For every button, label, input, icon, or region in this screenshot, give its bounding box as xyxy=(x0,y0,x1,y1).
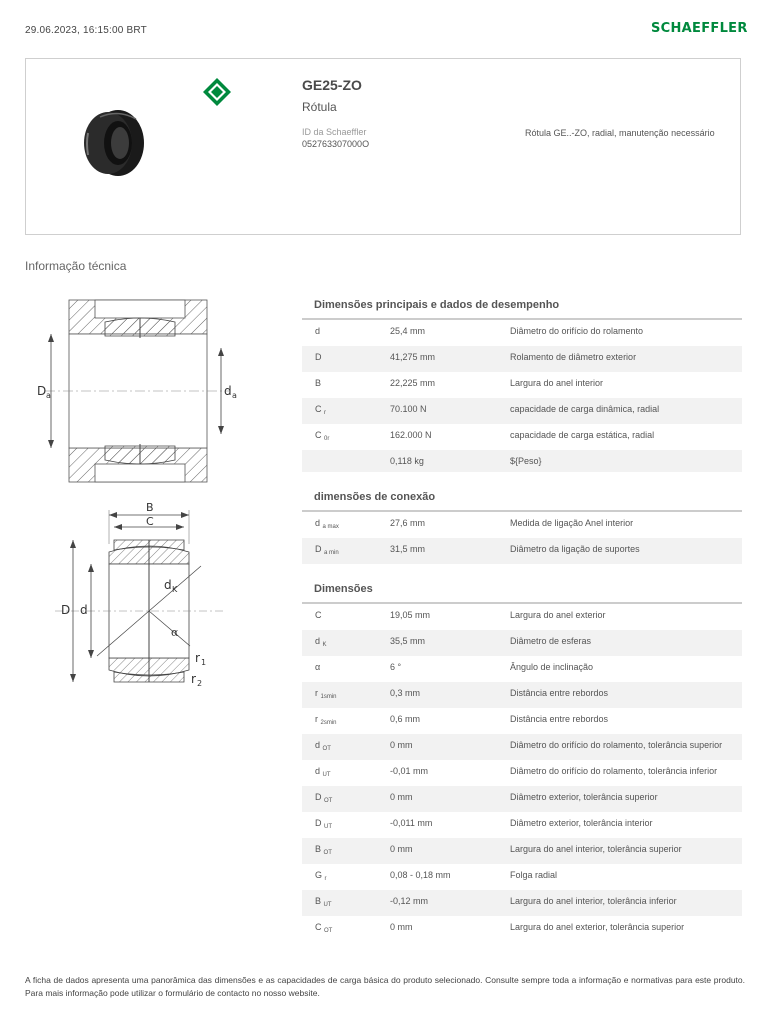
row-symbol: G xyxy=(315,870,323,880)
row-symbol: D xyxy=(315,818,322,828)
group-title-dimensions: Dimensões xyxy=(302,578,742,604)
row-symbol: r xyxy=(315,714,318,724)
table-row: r $_{1smin}$ 0,3 mm Distância entre rebordos xyxy=(302,682,742,708)
row-value: 22,225 mm xyxy=(390,378,436,388)
product-subtitle: Rótula xyxy=(302,100,337,114)
table-row: B $_{OT}$ 0 mm Largura do anel interior, tolerância superior xyxy=(302,838,742,864)
label-Da-sub: a xyxy=(46,391,51,400)
label-da: d xyxy=(224,384,232,398)
row-value: 35,5 mm xyxy=(390,636,426,646)
ina-logo xyxy=(202,77,232,107)
table-row: D $_{a min}$ 31,5 mm Diâmetro da ligação de suportes xyxy=(302,538,742,564)
table-row xyxy=(302,656,742,682)
table-row xyxy=(302,346,742,372)
row-description: ${Peso} xyxy=(510,456,542,466)
row-symbol: C xyxy=(315,404,322,414)
row-symbol: D xyxy=(315,544,322,554)
row-description: Distância entre rebordos xyxy=(510,714,609,724)
table-row: C $_r$ 70.100 N capacidade de carga dinâmica, radial xyxy=(302,398,742,424)
row-value: 0,3 mm xyxy=(390,688,421,698)
table-row xyxy=(302,320,742,346)
table-row: d $_{UT}$ -0,01 mm Diâmetro do orifício do rolamento, tolerância inferior xyxy=(302,760,742,786)
table-row: D $_{UT}$ -0,011 mm Diâmetro exterior, tolerância interior xyxy=(302,812,742,838)
row-value: 0 mm xyxy=(390,844,413,854)
label-B: B xyxy=(146,501,154,514)
row-symbol: C xyxy=(315,610,322,620)
row-value: 70.100 N xyxy=(390,404,427,414)
row-description: Diâmetro do orifício do rolamento, tolerância superior xyxy=(510,740,723,750)
row-description: Largura do anel exterior, tolerância superior xyxy=(510,922,685,932)
table-row xyxy=(302,604,742,630)
row-description: Diâmetro de esferas xyxy=(510,636,592,646)
schaeffler-logo: SCHAEFFLER xyxy=(651,21,748,36)
table-row xyxy=(302,372,742,398)
row-value: -0,12 mm xyxy=(390,896,429,906)
row-value: 0,6 mm xyxy=(390,714,421,724)
row-symbol: d xyxy=(315,518,321,528)
table-row: B $_{UT}$ -0,12 mm Largura do anel interior, tolerância inferior xyxy=(302,890,742,916)
product-id-value: 052763307000O xyxy=(302,139,370,149)
label-r2: r xyxy=(191,672,196,686)
row-description: Folga radial xyxy=(510,870,558,880)
row-symbol: d xyxy=(315,636,321,646)
row-symbol: B xyxy=(315,378,322,388)
row-description: Largura do anel interior xyxy=(510,378,604,388)
row-description: Diâmetro da ligação de suportes xyxy=(510,544,640,554)
row-symbol: d xyxy=(315,326,321,336)
row-symbol: α xyxy=(315,662,321,672)
label-D: D xyxy=(61,603,71,617)
row-symbol: B xyxy=(315,896,322,906)
row-value: 0 mm xyxy=(390,740,413,750)
row-value: -0,011 mm xyxy=(390,818,433,828)
bearing-product-image xyxy=(78,103,150,183)
row-value: 31,5 mm xyxy=(390,544,426,554)
print-datetime: 29.06.2023, 16:15:00 BRT xyxy=(25,25,147,36)
row-value: 25,4 mm xyxy=(390,326,426,336)
row-value: 0 mm xyxy=(390,922,413,932)
label-alpha: α xyxy=(171,626,179,639)
row-symbol: D xyxy=(315,352,322,362)
row-symbol: C xyxy=(315,430,322,440)
table-row xyxy=(302,450,742,472)
row-description: Medida de ligação Anel interior xyxy=(510,518,634,528)
product-title: GE25-ZO xyxy=(302,77,362,93)
label-dK-sub: K xyxy=(172,585,178,594)
row-description: Rolamento de diâmetro exterior xyxy=(510,352,637,362)
table-row: G $_r$ 0,08 - 0,18 mm Folga radial xyxy=(302,864,742,890)
row-symbol: C xyxy=(315,922,322,932)
row-description: Diâmetro exterior, tolerância interior xyxy=(510,818,653,828)
row-description: Diâmetro exterior, tolerância superior xyxy=(510,792,658,802)
table-row: d $_K$ 35,5 mm Diâmetro de esferas xyxy=(302,630,742,656)
row-description: Largura do anel exterior xyxy=(510,610,606,620)
row-description: Diâmetro do orifício do rolamento xyxy=(510,326,644,336)
product-description: Rótula GE..-ZO, radial, manutenção necessário xyxy=(525,128,715,138)
product-id-label: ID da Schaeffler xyxy=(302,127,367,137)
label-dK: d xyxy=(164,578,172,592)
row-description: Distância entre rebordos xyxy=(510,688,609,698)
row-value: -0,01 mm xyxy=(390,766,429,776)
row-value: 0 mm xyxy=(390,792,413,802)
label-Da: D xyxy=(37,384,47,398)
table-row: C $_{OT}$ 0 mm Largura do anel exterior, tolerância superior xyxy=(302,916,742,942)
label-d: d xyxy=(80,603,88,617)
row-description: Largura do anel interior, tolerância superior xyxy=(510,844,682,854)
row-description: Diâmetro do orifício do rolamento, tolerância inferior xyxy=(510,766,718,776)
row-value: 0,118 kg xyxy=(390,456,424,466)
cross-section-diagram xyxy=(25,496,250,691)
label-r1-sub: 1 xyxy=(201,658,207,667)
row-symbol: d xyxy=(315,740,321,750)
label-C: C xyxy=(146,515,154,528)
row-symbol: d xyxy=(315,766,321,776)
table-row: C $_{0r}$ 162.000 N capacidade de carga estática, radial xyxy=(302,424,742,450)
row-value: 162.000 N xyxy=(390,430,432,440)
label-da-sub: a xyxy=(232,391,237,400)
product-card xyxy=(25,58,741,235)
table-row: d $_{OT}$ 0 mm Diâmetro do orifício do rolamento, tolerância superior xyxy=(302,734,742,760)
footer-disclaimer: A ficha de dados apresenta uma panorâmica das dimensões e as capacidades de carga básica do produto selecionado. Consulte sempre toda a informação e normativas para este produto. Para mais informação pode utilizar o formulário de contacto no nosso website. xyxy=(25,975,745,998)
group-title-main-dimensions: Dimensões principais e dados de desempenho xyxy=(302,294,742,320)
row-description: capacidade de carga dinâmica, radial xyxy=(510,404,660,414)
technical-info-heading: Informação técnica xyxy=(25,259,127,273)
mounting-diagram xyxy=(25,296,250,486)
table-row: D $_{OT}$ 0 mm Diâmetro exterior, tolerância superior xyxy=(302,786,742,812)
row-value: 19,05 mm xyxy=(390,610,431,620)
label-r1: r xyxy=(195,651,200,665)
row-value: 41,275 mm xyxy=(390,352,436,362)
label-r2-sub: 2 xyxy=(197,679,203,688)
table-row: r $_{2smin}$ 0,6 mm Distância entre rebordos xyxy=(302,708,742,734)
group-title-connection-dimensions: dimensões de conexão xyxy=(302,486,742,512)
spec-tables xyxy=(302,294,742,942)
row-description: Ângulo de inclinação xyxy=(510,662,594,672)
row-value: 27,6 mm xyxy=(390,518,426,528)
row-value: 0,08 - 0,18 mm xyxy=(390,870,451,880)
row-symbol: B xyxy=(315,844,322,854)
row-symbol: r xyxy=(315,688,318,698)
row-symbol: D xyxy=(315,792,322,802)
table-row: d $_{a max}$ 27,6 mm Medida de ligação Anel interior xyxy=(302,512,742,538)
row-description: capacidade de carga estática, radial xyxy=(510,430,655,440)
row-value: 6 ° xyxy=(390,662,402,672)
row-description: Largura do anel interior, tolerância inferior xyxy=(510,896,677,906)
